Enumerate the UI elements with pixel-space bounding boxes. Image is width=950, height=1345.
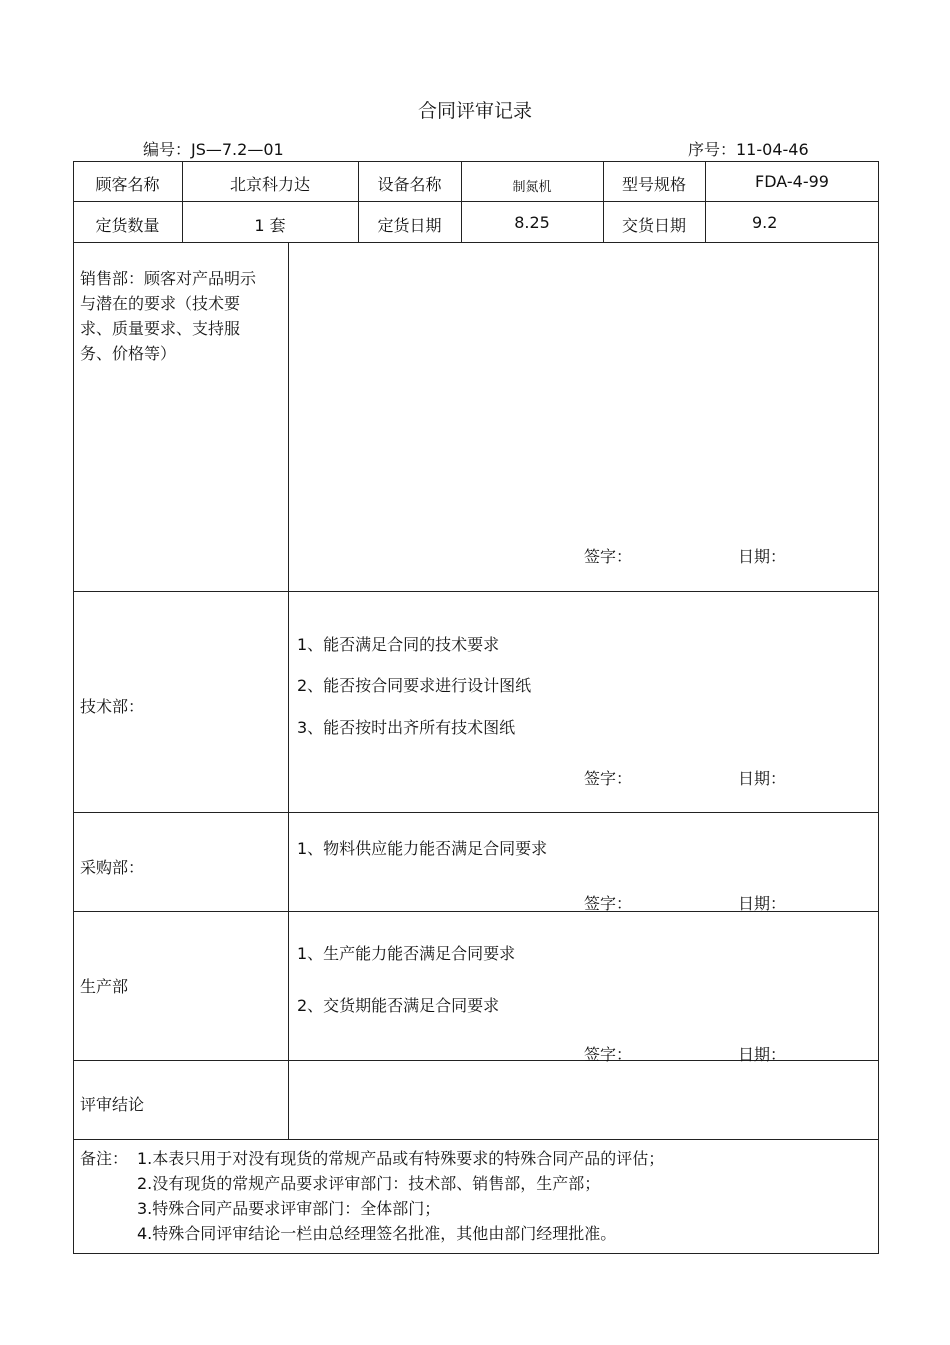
order-date-label: 定货日期 [377, 216, 442, 235]
col-divider [288, 242, 289, 1139]
row-divider [73, 242, 879, 243]
production-signature-label: 签字： [584, 1045, 633, 1064]
notes-line: 3.特殊合同产品要求评审部门：全体部门； [137, 1199, 441, 1218]
tech-item: 3、能否按时出齐所有技术图纸 [297, 718, 516, 737]
production-date-label: 日期： [738, 1045, 787, 1064]
delivery-date-label: 交货日期 [621, 216, 686, 235]
model-spec-value: FDA-4-99 [755, 172, 829, 191]
notes-label: 备注： [80, 1149, 129, 1168]
sales-dept-label: 销售部：顾客对产品明示与潜在的要求（技术要求、质量要求、支持服务、价格等） [80, 269, 257, 363]
purchase-date-label: 日期： [738, 894, 787, 913]
customer-name-label: 顾客名称 [95, 175, 160, 194]
tech-item: 2、能否按合同要求进行设计图纸 [297, 676, 532, 695]
row-divider [73, 1139, 879, 1140]
order-quantity-value: 1 套 [254, 216, 286, 235]
serial-number: 编号：JS—7.2—01 [143, 140, 284, 159]
purchase-signature-label: 签字： [584, 894, 633, 913]
purchase-dept-label: 采购部： [80, 858, 145, 877]
sales-date-label: 日期： [738, 547, 787, 566]
equipment-name-label: 设备名称 [377, 175, 442, 194]
row-divider [73, 591, 879, 592]
page-title: 合同评审记录 [417, 100, 532, 122]
tech-signature-label: 签字： [584, 769, 633, 788]
row-divider [73, 201, 879, 202]
order-date-value: 8.25 [514, 213, 550, 232]
review-conclusion-label: 评审结论 [80, 1095, 145, 1114]
row-divider [73, 812, 879, 813]
production-item: 1、生产能力能否满足合同要求 [297, 944, 516, 963]
equipment-name-value: 制氮机 [512, 180, 552, 195]
purchase-item: 1、物料供应能力能否满足合同要求 [297, 839, 548, 858]
production-dept-label: 生产部 [80, 977, 129, 996]
notes-line: 4.特殊合同评审结论一栏由总经理签名批准，其他由部门经理批准。 [137, 1224, 617, 1243]
sequence-number: 序号：11-04-46 [688, 140, 809, 159]
notes-line: 2.没有现货的常规产品要求评审部门：技术部、销售部，生产部； [137, 1174, 601, 1193]
delivery-date-value: 9.2 [752, 213, 778, 232]
sales-signature-label: 签字： [584, 547, 633, 566]
order-quantity-label: 定货数量 [95, 216, 160, 235]
tech-dept-label: 技术部： [80, 697, 145, 716]
production-item: 2、交货期能否满足合同要求 [297, 996, 500, 1015]
tech-date-label: 日期： [738, 769, 787, 788]
notes-line: 1.本表只用于对没有现货的常规产品或有特殊要求的特殊合同产品的评估； [137, 1149, 665, 1168]
tech-item: 1、能否满足合同的技术要求 [297, 635, 500, 654]
model-spec-label: 型号规格 [621, 175, 686, 194]
customer-name-value: 北京科力达 [229, 175, 310, 194]
